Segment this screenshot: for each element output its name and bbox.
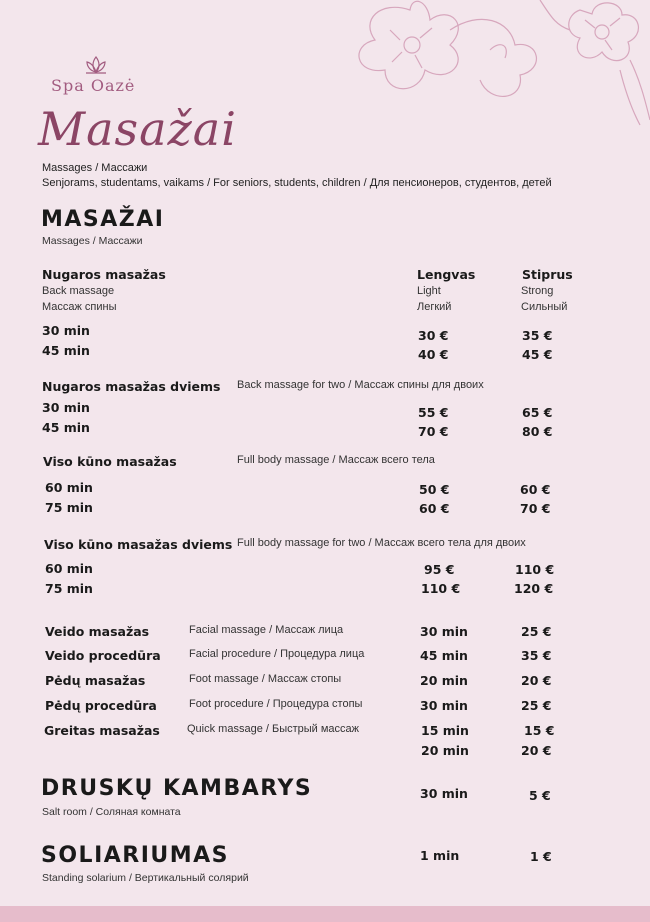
price: 35 € [521, 648, 552, 663]
column-strong-ru: Сильный [521, 301, 568, 313]
section-title-solarium: SOLIARIUMAS [41, 843, 230, 868]
page-title: Masažai [38, 102, 237, 156]
price-light: 55 € [418, 405, 449, 420]
time-label: 15 min [421, 723, 469, 738]
section-title-salt-room: DRUSKŲ KAMBARYS [41, 776, 313, 801]
price-strong: 70 € [520, 501, 551, 516]
price: 5 € [529, 788, 551, 803]
time-label: 30 min [420, 624, 468, 639]
price-light: 110 € [421, 581, 461, 596]
column-light-ru: Легкий [417, 301, 452, 313]
item-desc: Full body massage for two / Массаж всего тела для двоих [237, 537, 526, 549]
price-strong: 35 € [522, 328, 553, 343]
price-strong: 120 € [514, 581, 554, 596]
item-desc: Foot procedure / Процедура стопы [189, 698, 363, 710]
page-subtitle: Massages / Массажи [42, 162, 148, 174]
time-label: 60 min [45, 480, 93, 495]
item-desc: Facial procedure / Процедура лица [189, 648, 365, 660]
time-label: 75 min [45, 581, 93, 596]
item-desc: Foot massage / Массаж стопы [189, 673, 342, 685]
column-light-label: Lengvas [417, 267, 476, 282]
time-label: 30 min [420, 786, 468, 801]
price: 20 € [521, 743, 552, 758]
time-label: 45 min [42, 420, 90, 435]
time-label: 1 min [420, 848, 460, 863]
price: 25 € [521, 698, 552, 713]
time-label: 30 min [420, 698, 468, 713]
item-desc: Full body massage / Массаж всего тела [237, 454, 435, 466]
time-label: 20 min [421, 743, 469, 758]
item-desc-ru: Массаж спины [42, 301, 117, 313]
item-name: Veido masažas [45, 624, 150, 639]
item-desc: Back massage for two / Массаж спины для двоих [237, 379, 484, 391]
price: 1 € [530, 849, 552, 864]
price-light: 40 € [418, 347, 449, 362]
item-name: Nugaros masažas dviems [42, 379, 221, 394]
item-name: Pėdų procedūra [45, 698, 157, 713]
price: 25 € [521, 624, 552, 639]
section-subtitle-solarium: Standing solarium / Вертикальный солярий [42, 872, 249, 884]
footer-bar [0, 906, 650, 922]
time-label: 75 min [45, 500, 93, 515]
brand-logo-text: Spa Oazė [51, 76, 136, 95]
price: 20 € [521, 673, 552, 688]
column-light-en: Light [417, 285, 441, 297]
item-name: Greitas masažas [44, 723, 160, 738]
section-subtitle-salt-room: Salt room / Соляная комната [42, 806, 181, 818]
price-light: 95 € [424, 562, 455, 577]
price-light: 60 € [419, 501, 450, 516]
time-label: 45 min [420, 648, 468, 663]
time-label: 45 min [42, 343, 90, 358]
item-desc: Facial massage / Массаж лица [189, 624, 344, 636]
item-name: Veido procedūra [45, 648, 161, 663]
price-strong: 80 € [522, 424, 553, 439]
item-name: Viso kūno masažas [43, 454, 177, 469]
page-audience: Senjorams, studentams, vaikams / For seniors, students, children / Для пенсионеров, студентов, детей [42, 177, 552, 189]
item-name: Viso kūno masažas dviems [44, 537, 233, 552]
price-strong: 110 € [515, 562, 555, 577]
column-strong-label: Stiprus [522, 267, 573, 282]
price: 15 € [524, 723, 555, 738]
item-desc-en: Back massage [42, 285, 115, 297]
price-strong: 65 € [522, 405, 553, 420]
time-label: 60 min [45, 561, 93, 576]
item-name: Nugaros masažas [42, 267, 166, 282]
time-label: 30 min [42, 323, 90, 338]
column-strong-en: Strong [521, 285, 554, 297]
price-strong: 60 € [520, 482, 551, 497]
section-title-massages: MASAŽAI [41, 207, 165, 232]
time-label: 20 min [420, 673, 468, 688]
time-label: 30 min [42, 400, 90, 415]
section-subtitle-massages: Massages / Массажи [42, 235, 143, 247]
item-name: Pėdų masažas [45, 673, 146, 688]
item-desc: Quick massage / Быстрый массаж [187, 723, 360, 735]
price-strong: 45 € [522, 347, 553, 362]
flower-decoration-icon [340, 0, 650, 130]
lotus-icon [83, 55, 109, 75]
price-light: 70 € [418, 424, 449, 439]
price-light: 50 € [419, 482, 450, 497]
price-light: 30 € [418, 328, 449, 343]
